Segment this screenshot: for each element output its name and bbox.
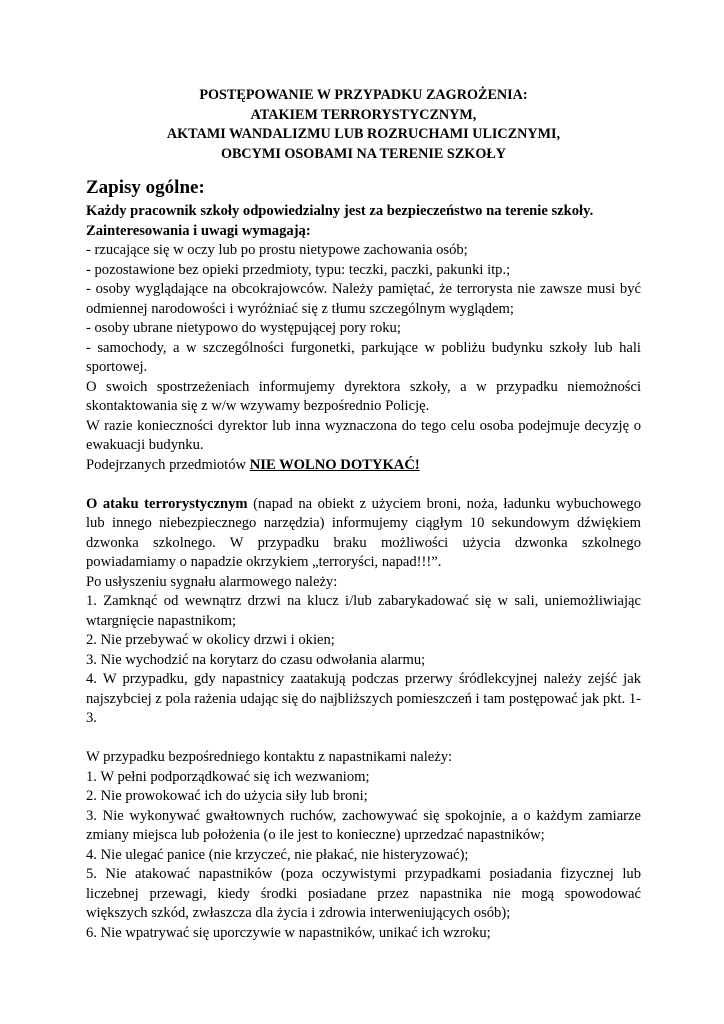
list-item: - samochody, a w szczególności furgonetki, parkujące w pobliżu budynku szkoły lub hali sportowej. — [86, 339, 641, 375]
title-line: OBCYMI OSOBAMI NA TERENIE SZKOŁY — [220, 145, 507, 162]
suspicious-items-paragraph — [86, 456, 641, 476]
title-line: ATAKIEM TERRORYSTYCZNYM, — [250, 106, 477, 123]
list-item: - pozostawione bez opieki przedmioty, typu: teczki, paczki, pakunki itp.; — [86, 261, 511, 278]
contact-step: 1. W pełni podporządkować się ich wezwaniom; — [86, 768, 370, 785]
document-body — [86, 176, 641, 943]
title-line: AKTAMI WANDALIZMU LUB ROZRUCHAMI ULICZNYMI, — [166, 126, 561, 142]
contact-step: 6. Nie wpatrywać się uporczywie w napastników, unikać ich wzroku; — [86, 924, 491, 941]
contact-step: 4. Nie ulegać panice (nie krzyczeć, nie płakać, nie histeryzować); — [86, 846, 469, 863]
evacuation-paragraph: W razie konieczności dyrektor lub inna wyznaczona do tego celu osoba podejmuje decyzję o ewakuacji budynku. — [86, 417, 641, 453]
contact-step: 2. Nie prowokować ich do użycia siły lub broni; — [86, 788, 368, 804]
attack-text: (napad na obiekt z użyciem broni, noża, ładunku wybuchowego lub innego niebezpiecznego narzędzia) informujemy ciągłym 10 sekundowym dźwiękiem dzwonka szkolnego. W przypadku braku możliwości użycia dzwonka szkolnego powiadamiamy o napadzie okrzykiem „terroryści, napad!!!”. — [86, 495, 641, 570]
do-not-touch-warning: NIE WOLNO DOTYKAĆ! — [249, 456, 420, 473]
attack-step: 4. W przypadku, gdy napastnicy zaatakują podczas przerwy śródlekcyjnej należy zejść jak najszybciej z pola rażenia udając się do najbliższych pomieszczeń i tam postępować jak pkt. 1-3. — [86, 671, 641, 726]
attack-paragraph — [86, 495, 641, 573]
attack-step: 1. Zamknąć od wewnątrz drzwi na klucz i/lub zabarykadować się w sali, uniemożliwiając wtargnięcie napastnikom; — [86, 593, 641, 629]
after-signal-line: Po usłyszeniu sygnału alarmowego należy: — [86, 573, 338, 590]
spacer — [86, 475, 641, 495]
document-title — [86, 86, 641, 164]
contact-intro: W przypadku bezpośredniego kontaktu z napastnikami należy: — [86, 749, 453, 765]
list-item: - osoby ubrane nietypowo do występującej pory roku; — [86, 320, 401, 336]
attack-step: 2. Nie przebywać w okolicy drzwi i okien; — [86, 632, 335, 648]
title-line: POSTĘPOWANIE W PRZYPADKU ZAGROŻENIA: — [199, 87, 528, 103]
contact-step: 5. Nie atakować napastników (poza oczywistymi przypadkami posiadania fizycznej lub liczebnej przewagi, kiedy środki posiadane przez napastnika nie mogą spowodować większych szkód, zwłaszcza dla życia i zdrowia interweniujących osób); — [86, 866, 641, 921]
attack-step: 3. Nie wychodzić na korytarz do czasu odwołania alarmu; — [86, 651, 426, 668]
spacer — [86, 729, 641, 749]
contact-step: 3. Nie wykonywać gwałtownych ruchów, zachowywać się spokojnie, a o każdym zamiarze zmiany miejsca lub położenia (o ile jest to konieczne) uprzedzać napastników; — [86, 807, 641, 843]
general-heading: Zapisy ogólne: — [86, 177, 205, 198]
suspicious-prefix: Podejrzanych przedmiotów — [86, 456, 250, 473]
report-paragraph: O swoich spostrzeżeniach informujemy dyrektora szkoły, a w przypadku niemożności skontaktowania się z w/w wzywamy bezpośrednio Policję. — [86, 378, 641, 414]
attack-lead: O ataku terrorystycznym — [86, 495, 248, 512]
list-item: - rzucające się w oczy lub po prostu nietypowe zachowania osób; — [86, 242, 468, 258]
attention-heading: Zainteresowania i uwagi wymagają: — [86, 222, 311, 239]
list-item: - osoby wyglądające na obcokrajowców. Należy pamiętać, że terrorysta nie zawsze musi być odmiennej narodowości i wyróżniać się z tłumu szczególnym wyglądem; — [86, 281, 641, 317]
responsibility-statement: Każdy pracownik szkoły odpowiedzialny jest za bezpieczeństwo na terenie szkoły. — [86, 203, 594, 219]
